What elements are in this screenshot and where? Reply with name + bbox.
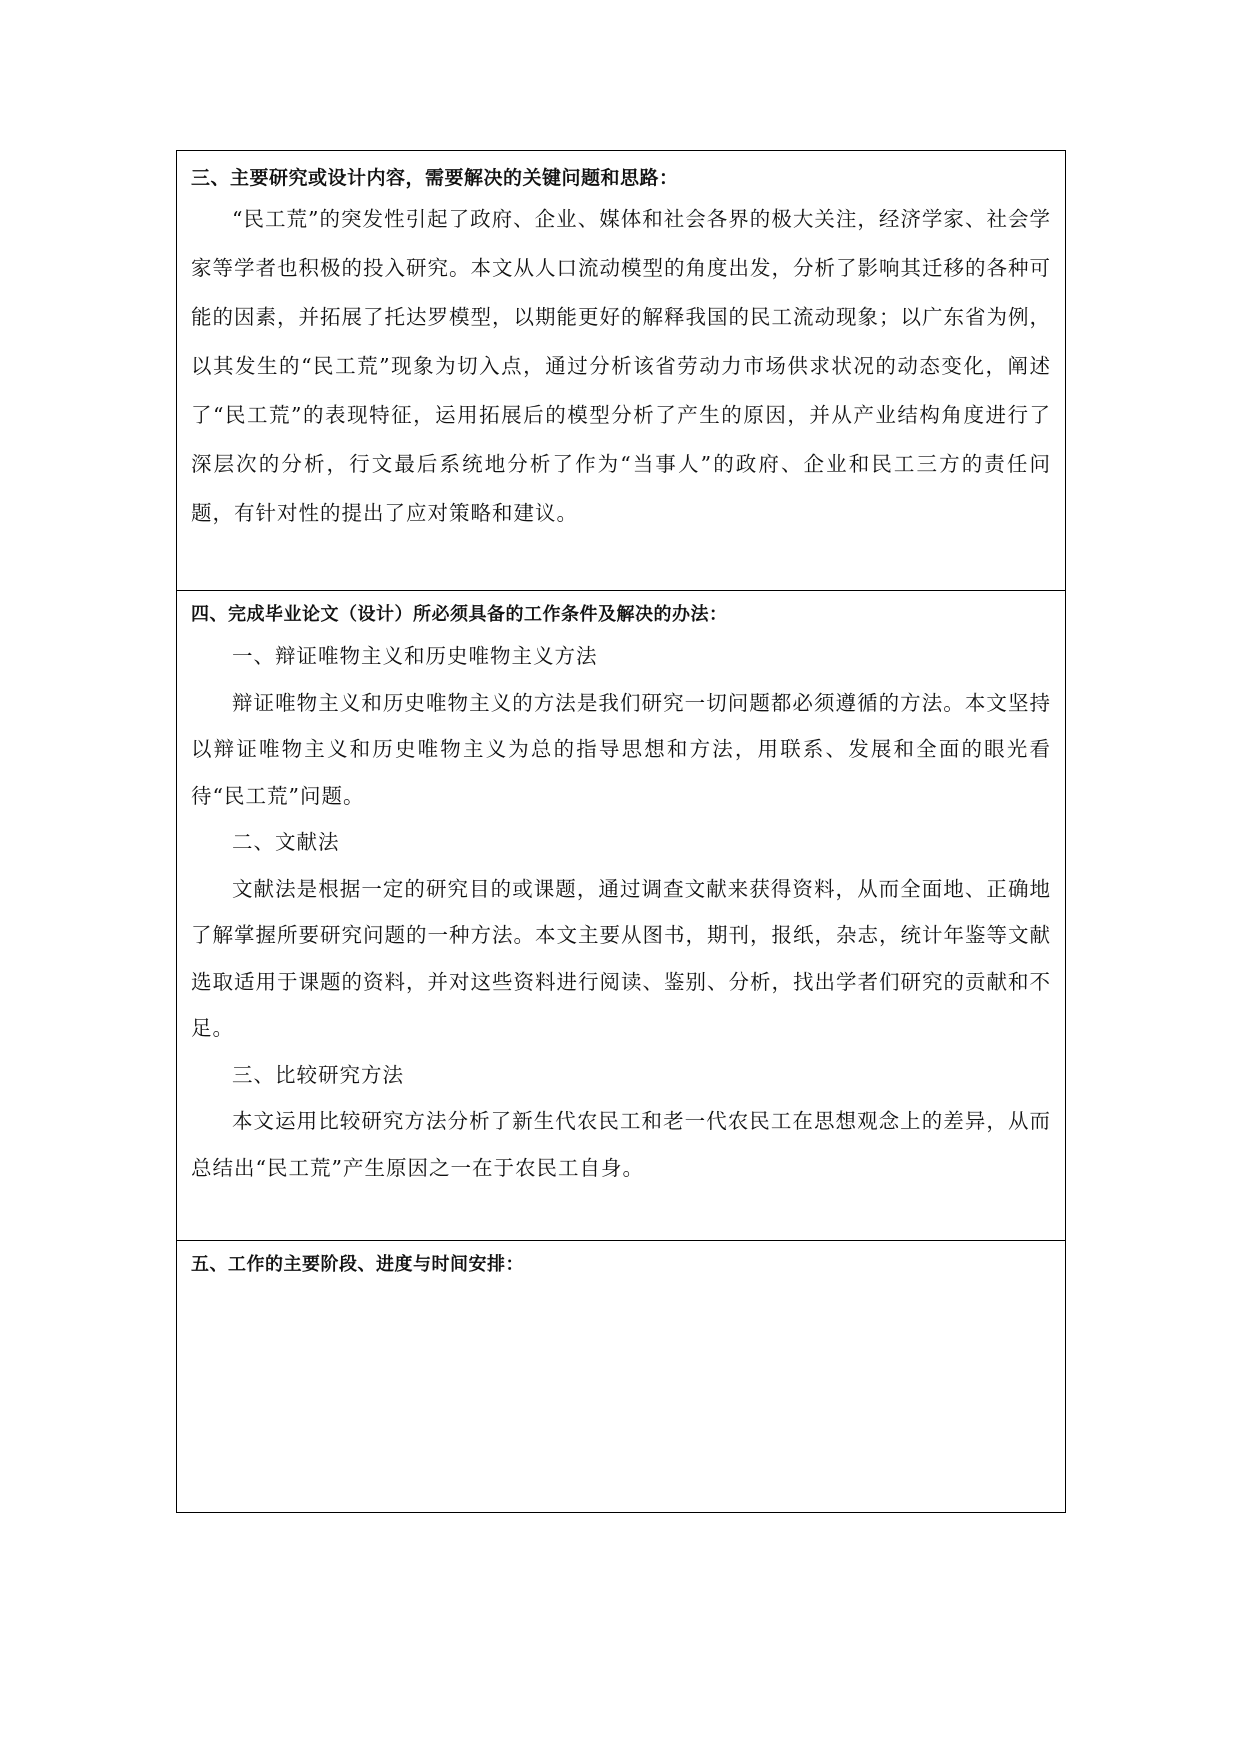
method-title: 一、辩证唯物主义和历史唯物主义方法 <box>232 644 598 668</box>
method-text: 文献法是根据一定的研究目的或课题，通过调查文献来获得资料，从而全面地、正确地了解掌握所要研究问题的一种方法。本文主要从图书，期刊，报纸，杂志，统计年鉴等文献选取适用于课题的资料，并对这些资料进行阅读、鉴别、分析，找出学者们研究的贡献和不足。 <box>191 876 1051 1040</box>
section-heading: 四、完成毕业论文（设计）所必须具备的工作条件及解决的办法： <box>191 604 728 625</box>
section-research-content <box>177 151 1065 591</box>
proposal-form-table <box>176 150 1066 1513</box>
method-title: 三、比较研究方法 <box>232 1062 404 1087</box>
method-text: 辩证唯物主义和历史唯物主义的方法是我们研究一切问题都必须遵循的方法。本文坚持以辩证唯物主义和历史唯物主义为总的指导思想和方法，用联系、发展和全面的眼光看待“民工荒”问题。 <box>191 690 1051 808</box>
method-text: 本文运用比较研究方法分析了新生代农民工和老一代农民工在思想观念上的差异，从而总结出“民工荒”产生原因之一在于农民工自身。 <box>191 1109 1051 1180</box>
section-work-conditions <box>177 591 1065 1241</box>
section-heading: 三、主要研究或设计内容，需要解决的关键问题和思路： <box>191 167 679 189</box>
method-title: 二、文献法 <box>232 830 340 854</box>
section-schedule <box>177 1241 1065 1512</box>
section-heading: 五、工作的主要阶段、进度与时间安排： <box>191 1254 524 1275</box>
section-paragraph: “民工荒”的突发性引起了政府、企业、媒体和社会各界的极大关注，经济学家、社会学家等学者也积极的投入研究。本文从人口流动模型的角度出发，分析了影响其迁移的各种可能的因素，并拓展了托达罗模型，以期能更好的解释我国的民工流动现象；以广东省为例，以其发生的“民工荒”现象为切入点，通过分析该省劳动力市场供求状况的动态变化，阐述了“民工荒”的表现特征，运用拓展后的模型分析了产生的原因，并从产业结构角度进行了深层次的分析，行文最后系统地分析了作为“当事人”的政府、企业和民工三方的责任问题，有针对性的提出了应对策略和建议。 <box>191 207 1051 525</box>
